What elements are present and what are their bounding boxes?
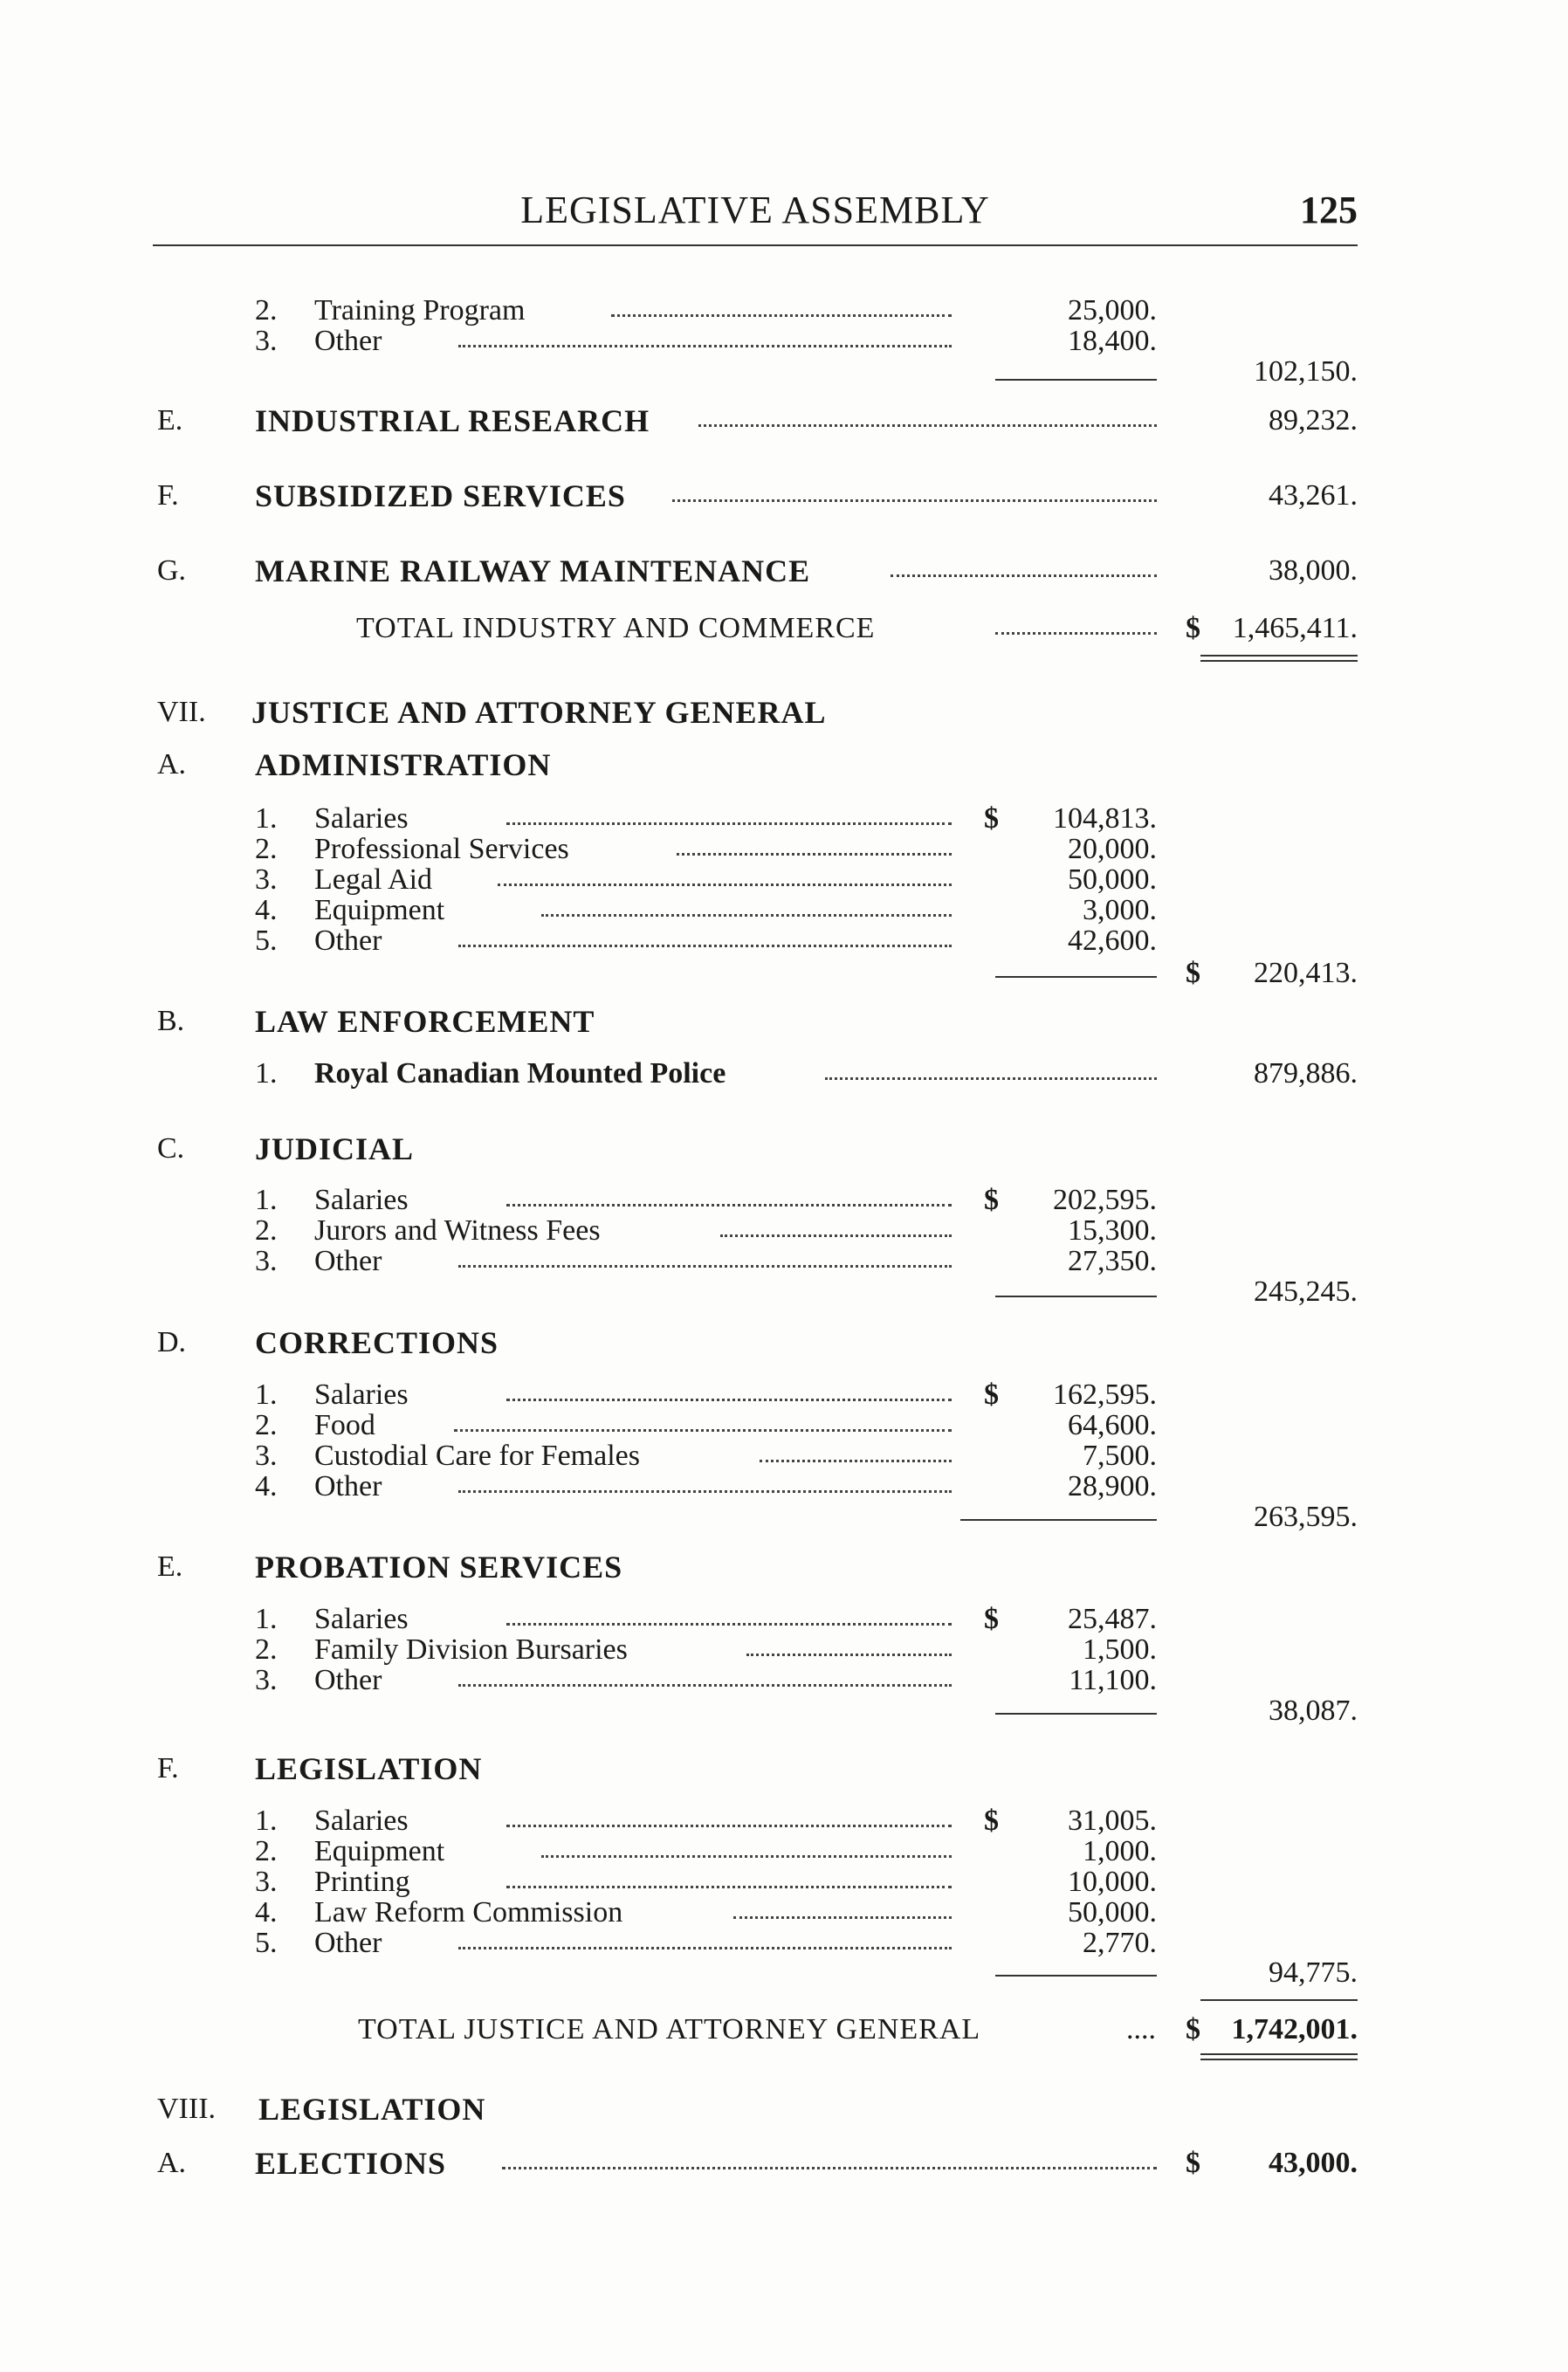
item-amount: 42,600. — [1068, 925, 1157, 957]
section-total: $ 220,413. — [1186, 957, 1358, 989]
line-item: 4. Law Reform Commission 50,000. — [255, 1896, 1157, 1929]
section-total — [0, 1275, 1568, 1310]
leader-dots — [506, 1865, 952, 1888]
item-label: Professional Services — [314, 833, 569, 865]
item-amount: 104,813. — [1053, 802, 1157, 835]
division-title: LEGISLATION — [258, 2092, 486, 2127]
item-label: Salaries — [314, 1184, 409, 1216]
line-item: 1. Salaries $ 104,813. — [255, 802, 1157, 835]
section-heading: A. ADMINISTRATION — [157, 747, 552, 782]
page-title: LEGISLATIVE ASSEMBLY — [520, 189, 990, 231]
leader-dots — [672, 478, 1157, 502]
leader-dots — [506, 1378, 952, 1401]
section-amount: 43,000. — [1269, 2147, 1358, 2179]
item-label: Legal Aid — [314, 863, 433, 896]
item-amount: 1,500. — [1083, 1633, 1157, 1666]
section-amount: 43,261. — [1269, 479, 1358, 512]
item-amount: 25,487. — [1068, 1603, 1157, 1635]
line-item: 4. Equipment 3,000. — [255, 894, 1157, 926]
grand-total-label: TOTAL JUSTICE AND ATTORNEY GENERAL — [358, 2013, 981, 2045]
section-amount: 38,000. — [1269, 554, 1358, 587]
section-line: E. INDUSTRIAL RESEARCH 89,232. — [157, 403, 1358, 438]
section-heading: B. LAW ENFORCEMENT — [157, 1004, 595, 1039]
section-title: CORRECTIONS — [255, 1325, 499, 1360]
item-label: Salaries — [314, 1805, 409, 1837]
section-total-amount: 38,087. — [1269, 1695, 1358, 1727]
item-amount: 11,100. — [1069, 1664, 1157, 1696]
line-item: 3. Other 11,100. — [255, 1664, 1157, 1696]
line-item: 2. Equipment 1,000. — [255, 1835, 1157, 1867]
division-title: JUSTICE AND ATTORNEY GENERAL — [251, 695, 827, 730]
item-amount: 202,595. — [1053, 1184, 1157, 1216]
line-item: 2. Training Program 25,000. — [255, 294, 1157, 327]
leader-dots — [746, 1633, 952, 1656]
grand-total-line: TOTAL INDUSTRY AND COMMERCE $ 1,465,411. — [356, 612, 1358, 644]
line-item: 2. Jurors and Witness Fees 15,300. — [255, 1214, 1157, 1247]
section-title: INDUSTRIAL RESEARCH — [255, 403, 650, 438]
section-total-amount: 94,775. — [1269, 1956, 1358, 1989]
division-numeral: VIII. — [157, 2093, 217, 2125]
item-label: Royal Canadian Mounted Police — [314, 1057, 726, 1090]
item-label: Training Program — [314, 294, 526, 327]
leader-dots: .... — [1126, 2013, 1156, 2045]
item-label: Food — [314, 1409, 375, 1441]
section-amount: 89,232. — [1269, 404, 1358, 437]
leader-dots — [760, 1439, 952, 1462]
leader-dots — [458, 1663, 952, 1687]
leader-dots — [458, 1926, 952, 1949]
division-heading — [0, 2092, 1568, 2127]
line-item: 1. Salaries $ 162,595. — [255, 1379, 1157, 1411]
leader-dots — [891, 553, 1157, 577]
section-title: JUDICIAL — [255, 1131, 415, 1166]
item-label: Salaries — [314, 1603, 409, 1635]
section-title: PROBATION SERVICES — [255, 1550, 623, 1585]
leader-dots — [506, 1183, 952, 1207]
item-label: Jurors and Witness Fees — [314, 1214, 601, 1247]
item-amount: 50,000. — [1068, 863, 1157, 896]
grand-total-amount: 1,742,001. — [1231, 2013, 1358, 2045]
section-heading: F. LEGISLATION — [157, 1751, 483, 1786]
line-item: 3. Custodial Care for Females 7,500. — [255, 1440, 1157, 1472]
section-amount: 879,886. — [1254, 1057, 1358, 1090]
section-total — [0, 1500, 1568, 1535]
item-amount: 2,770. — [1083, 1927, 1157, 1959]
section-total-amount: 245,245. — [1254, 1275, 1358, 1308]
item-label: Family Division Bursaries — [314, 1633, 628, 1666]
section-title: SUBSIDIZED SERVICES — [255, 478, 626, 513]
total-top-rule — [1200, 1999, 1358, 2001]
leader-dots — [506, 801, 952, 825]
item-amount: 18,400. — [1068, 325, 1157, 357]
header-rule — [153, 244, 1358, 246]
leader-dots — [506, 1804, 952, 1827]
leader-dots — [458, 1244, 952, 1268]
item-label: Other — [314, 1664, 382, 1696]
leader-dots — [733, 1895, 952, 1919]
item-amount: 50,000. — [1068, 1896, 1157, 1929]
section-title: LEGISLATION — [255, 1751, 483, 1786]
item-label: Other — [314, 1245, 382, 1277]
leader-dots — [454, 1408, 952, 1432]
leader-dots — [541, 893, 952, 917]
item-amount: 25,000. — [1068, 294, 1157, 327]
grand-total-label: TOTAL INDUSTRY AND COMMERCE — [356, 612, 876, 644]
double-rule — [1200, 2053, 1358, 2055]
section-title: ADMINISTRATION — [255, 747, 552, 782]
line-item: 1. Salaries $ 31,005. — [255, 1805, 1157, 1837]
item-amount: 10,000. — [1068, 1866, 1157, 1898]
section-line: A. ELECTIONS $ 43,000. — [157, 2146, 1358, 2181]
item-label: Other — [314, 1470, 382, 1502]
item-amount: 64,600. — [1068, 1409, 1157, 1441]
item-label: Other — [314, 325, 382, 357]
item-amount: 20,000. — [1068, 833, 1157, 865]
section-heading: C. JUDICIAL — [157, 1131, 415, 1166]
section-line: F. SUBSIDIZED SERVICES 43,261. — [157, 478, 1358, 513]
leader-dots — [720, 1214, 952, 1237]
line-item: 2. Family Division Bursaries 1,500. — [255, 1633, 1157, 1666]
line-item: 5. Other 2,770. — [255, 1927, 1157, 1959]
item-label: Equipment — [314, 894, 445, 926]
line-item: 3. Other 27,350. — [255, 1245, 1157, 1277]
section-heading: D. CORRECTIONS — [157, 1325, 499, 1360]
leader-dots — [458, 324, 952, 347]
line-item: 5. Other 42,600. — [255, 925, 1157, 957]
section-total — [0, 1694, 1568, 1729]
section-title: LAW ENFORCEMENT — [255, 1004, 595, 1039]
leader-dots — [541, 1834, 952, 1858]
item-amount: 28,900. — [1068, 1470, 1157, 1502]
page-header — [153, 188, 1358, 240]
section-total-amount: 263,595. — [1254, 1501, 1358, 1533]
division-heading — [0, 695, 1568, 730]
line-item: 4. Other 28,900. — [255, 1470, 1157, 1502]
line-item: 1. Salaries $ 202,595. — [255, 1184, 1157, 1216]
double-rule — [1200, 660, 1358, 662]
section-title: MARINE RAILWAY MAINTENANCE — [255, 553, 811, 588]
item-label: Law Reform Commission — [314, 1896, 623, 1929]
item-label: Salaries — [314, 802, 409, 835]
item-amount: 3,000. — [1083, 894, 1157, 926]
leader-dots — [677, 832, 952, 856]
leader-dots — [458, 924, 952, 947]
item-amount: 31,005. — [1068, 1805, 1157, 1837]
leader-dots — [825, 1056, 1157, 1080]
section-heading: E. PROBATION SERVICES — [157, 1550, 623, 1585]
line-item: 3. Other 18,400. — [255, 325, 1157, 357]
section-total — [0, 1956, 1568, 1990]
leader-dots — [611, 293, 952, 317]
leader-dots — [502, 2146, 1157, 2169]
leader-dots — [506, 1602, 952, 1626]
item-label: Other — [314, 1927, 382, 1959]
item-amount: 15,300. — [1068, 1214, 1157, 1247]
division-numeral: VII. — [157, 696, 206, 728]
item-amount: 7,500. — [1083, 1440, 1157, 1472]
leader-dots — [995, 611, 1157, 635]
item-label: Salaries — [314, 1379, 409, 1411]
leader-dots — [458, 1469, 952, 1493]
line-item: 3. Legal Aid 50,000. — [255, 863, 1157, 896]
page-number: 125 — [1300, 189, 1358, 231]
line-item: 2. Food 64,600. — [255, 1409, 1157, 1441]
item-label: Custodial Care for Females — [314, 1440, 640, 1472]
double-rule — [1200, 2059, 1358, 2060]
section-line: G. MARINE RAILWAY MAINTENANCE 38,000. — [157, 553, 1358, 588]
leader-dots — [498, 863, 952, 886]
item-label: Printing — [314, 1866, 410, 1898]
section-total — [0, 354, 1568, 389]
leader-dots — [698, 403, 1157, 427]
item-amount: 27,350. — [1068, 1245, 1157, 1277]
item-amount: 1,000. — [1083, 1835, 1157, 1867]
line-item: 1. Royal Canadian Mounted Police 879,886. — [255, 1057, 1358, 1090]
double-rule — [1200, 655, 1358, 657]
grand-total-amount: 1,465,411. — [1232, 612, 1358, 644]
section-total-amount: 220,413. — [1254, 957, 1358, 989]
grand-total-line: TOTAL JUSTICE AND ATTORNEY GENERAL .... $ 1,742,001. — [358, 2013, 1358, 2045]
line-item: 1. Salaries $ 25,487. — [255, 1603, 1157, 1635]
section-total-amount: 102,150. — [1254, 355, 1358, 388]
item-label: Other — [314, 925, 382, 957]
item-label: Equipment — [314, 1835, 445, 1867]
line-item: 2. Professional Services 20,000. — [255, 833, 1157, 865]
item-amount: 162,595. — [1053, 1379, 1157, 1411]
line-item: 3. Printing 10,000. — [255, 1866, 1157, 1898]
section-title: ELECTIONS — [255, 2146, 447, 2181]
